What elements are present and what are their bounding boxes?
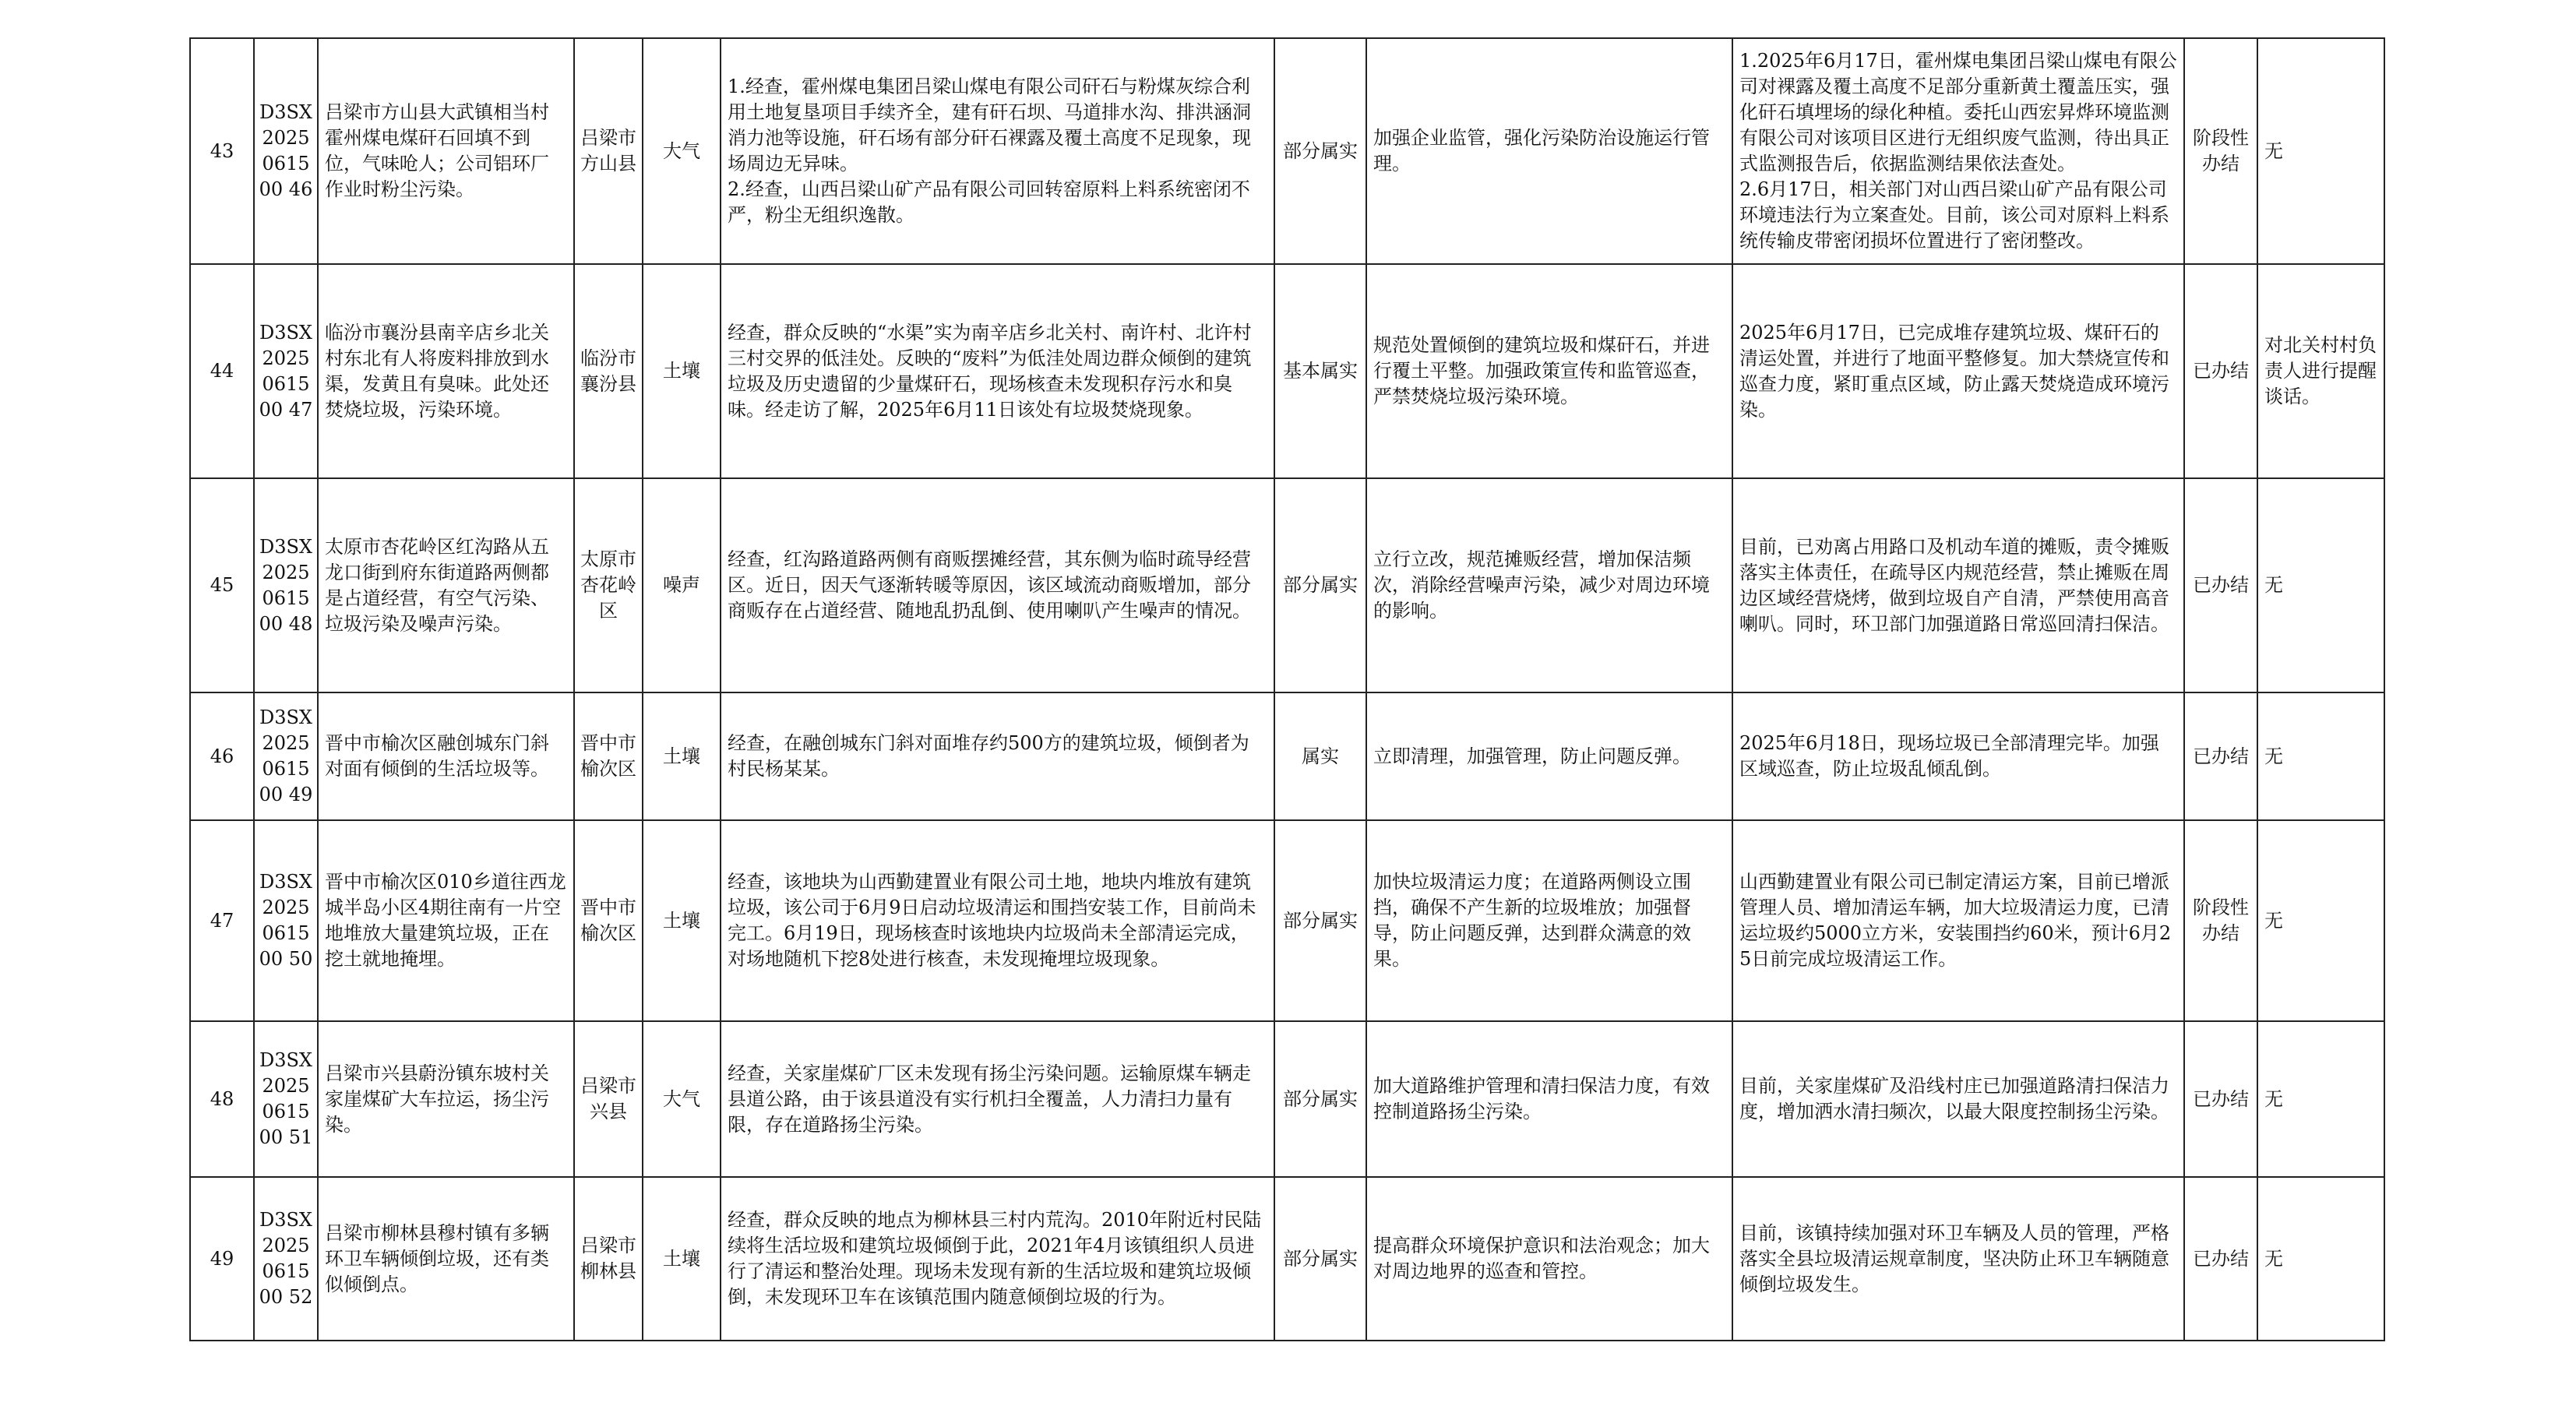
- table-row: [190, 820, 2384, 1021]
- pollution-type: 大气: [643, 38, 721, 264]
- complaint-content: 吕梁市方山县大武镇相当村霍州煤电煤矸石回填不到位，气味呛人；公司铝环厂作业时粉尘污染。: [318, 38, 574, 264]
- row-number: 46: [190, 692, 254, 820]
- completion-status: 已办结: [2184, 264, 2257, 478]
- complaint-content: 晋中市榆次区融创城东门斜对面有倾倒的生活垃圾等。: [318, 692, 574, 820]
- handling-measures: 提高群众环境保护意识和法治观念；加大对周边地界的巡查和管控。: [1366, 1177, 1732, 1341]
- table-row: [190, 264, 2384, 478]
- rectification-progress: 1.2025年6月17日，霍州煤电集团吕梁山煤电有限公司对裸露及覆土高度不足部分重新黄土覆盖压实，强化矸石填埋场的绿化种植。委托山西宏昇烨环境监测有限公司对该项目区进行无组织废气监测，待出具正式监测报告后，依据监测结果依法查处。 2.6月17日，相关部门对山西吕梁山矿产品有限公司环境违法行为立案查处。目前，该公司对原料上料系统传输皮带密闭损坏位置进行了密闭整改。: [1732, 38, 2184, 264]
- completion-status: 已办结: [2184, 1021, 2257, 1177]
- accountability-result: 无: [2257, 820, 2384, 1021]
- investigation-finding: 经查，在融创城东门斜对面堆存约500方的建筑垃圾，倾倒者为村民杨某某。: [721, 692, 1274, 820]
- accountability-result: 对北关村村负责人进行提醒谈话。: [2257, 264, 2384, 478]
- accountability-result: 无: [2257, 1021, 2384, 1177]
- administrative-region: 晋中市榆次区: [574, 820, 643, 1021]
- verification-result: 部分属实: [1274, 1021, 1366, 1177]
- complaint-code: D3SX2025061500 48: [254, 478, 318, 692]
- handling-measures: 规范处置倾倒的建筑垃圾和煤矸石，并进行覆土平整。加强政策宣传和监管巡查，严禁焚烧垃圾污染环境。: [1366, 264, 1732, 478]
- pollution-type: 大气: [643, 1021, 721, 1177]
- handling-measures: 加大道路维护管理和清扫保洁力度，有效控制道路扬尘污染。: [1366, 1021, 1732, 1177]
- complaint-code: D3SX2025061500 50: [254, 820, 318, 1021]
- table-row: [190, 38, 2384, 264]
- verification-result: 属实: [1274, 692, 1366, 820]
- pollution-type: 土壤: [643, 264, 721, 478]
- pollution-type: 土壤: [643, 820, 721, 1021]
- verification-result: 部分属实: [1274, 478, 1366, 692]
- investigation-finding: 经查，群众反映的地点为柳林县三村内荒沟。2010年附近村民陆续将生活垃圾和建筑垃圾倾倒于此，2021年4月该镇组织人员进行了清运和整治处理。现场未发现有新的生活垃圾和建筑垃圾倾倒，未发现环卫车在该镇范围内随意倾倒垃圾的行为。: [721, 1177, 1274, 1341]
- completion-status: 阶段性办结: [2184, 820, 2257, 1021]
- accountability-result: 无: [2257, 478, 2384, 692]
- complaint-code: D3SX2025061500 51: [254, 1021, 318, 1177]
- handling-measures: 加强企业监管，强化污染防治设施运行管理。: [1366, 38, 1732, 264]
- rectification-progress: 目前，该镇持续加强对环卫车辆及人员的管理，严格落实全县垃圾清运规章制度，坚决防止环卫车辆随意倾倒垃圾发生。: [1732, 1177, 2184, 1341]
- complaint-content: 晋中市榆次区010乡道往西龙城半岛小区4期往南有一片空地堆放大量建筑垃圾，正在挖土就地掩埋。: [318, 820, 574, 1021]
- administrative-region: 吕梁市兴县: [574, 1021, 643, 1177]
- administrative-region: 吕梁市方山县: [574, 38, 643, 264]
- pollution-type: 噪声: [643, 478, 721, 692]
- row-number: 49: [190, 1177, 254, 1341]
- accountability-result: 无: [2257, 1177, 2384, 1341]
- complaint-code: D3SX2025061500 47: [254, 264, 318, 478]
- verification-result: 部分属实: [1274, 820, 1366, 1021]
- row-number: 48: [190, 1021, 254, 1177]
- administrative-region: 晋中市榆次区: [574, 692, 643, 820]
- completion-status: 已办结: [2184, 692, 2257, 820]
- table-row: [190, 1021, 2384, 1177]
- row-number: 45: [190, 478, 254, 692]
- investigation-finding: 经查，关家崖煤矿厂区未发现有扬尘污染问题。运输原煤车辆走县道公路，由于该县道没有实行机扫全覆盖，人力清扫力量有限，存在道路扬尘污染。: [721, 1021, 1274, 1177]
- complaint-content: 太原市杏花岭区红沟路从五龙口街到府东街道路两侧都是占道经营，有空气污染、垃圾污染及噪声污染。: [318, 478, 574, 692]
- administrative-region: 临汾市襄汾县: [574, 264, 643, 478]
- rectification-progress: 山西勤建置业有限公司已制定清运方案，目前已增派管理人员、增加清运车辆，加大垃圾清运力度，已清运垃圾约5000立方米，安装围挡约60米，预计6月25日前完成垃圾清运工作。: [1732, 820, 2184, 1021]
- complaint-code: D3SX2025061500 49: [254, 692, 318, 820]
- investigation-finding: 经查，该地块为山西勤建置业有限公司土地，地块内堆放有建筑垃圾，该公司于6月9日启动垃圾清运和围挡安装工作，目前尚未完工。6月19日，现场核查时该地块内垃圾尚未全部清运完成，对场地随机下挖8处进行核查，未发现掩埋垃圾现象。: [721, 820, 1274, 1021]
- rectification-progress: 2025年6月17日，已完成堆存建筑垃圾、煤矸石的清运处置，并进行了地面平整修复。加大禁烧宣传和巡查力度，紧盯重点区域，防止露天焚烧造成环境污染。: [1732, 264, 2184, 478]
- complaint-table: [189, 37, 2385, 1341]
- table-row: [190, 692, 2384, 820]
- row-number: 43: [190, 38, 254, 264]
- table-row: [190, 478, 2384, 692]
- handling-measures: 立行立改，规范摊贩经营，增加保洁频次，消除经营噪声污染，减少对周边环境的影响。: [1366, 478, 1732, 692]
- complaint-code: D3SX2025061500 52: [254, 1177, 318, 1341]
- rectification-progress: 目前，已劝离占用路口及机动车道的摊贩，责令摊贩落实主体责任，在疏导区内规范经营，禁止摊贩在周边区域经营烧烤，做到垃圾自产自清，严禁使用高音喇叭。同时，环卫部门加强道路日常巡回清扫保洁。: [1732, 478, 2184, 692]
- investigation-finding: 经查，群众反映的“水渠”实为南辛店乡北关村、南许村、北许村三村交界的低洼处。反映的“废料”为低洼处周边群众倾倒的建筑垃圾及历史遗留的少量煤矸石，现场核查未发现积存污水和臭味。经走访了解，2025年6月11日该处有垃圾焚烧现象。: [721, 264, 1274, 478]
- complaint-content: 吕梁市柳林县穆村镇有多辆环卫车辆倾倒垃圾，还有类似倾倒点。: [318, 1177, 574, 1341]
- table-row: [190, 1177, 2384, 1341]
- handling-measures: 加快垃圾清运力度；在道路两侧设立围挡，确保不产生新的垃圾堆放；加强督导，防止问题反弹，达到群众满意的效果。: [1366, 820, 1732, 1021]
- complaint-content: 临汾市襄汾县南辛店乡北关村东北有人将废料排放到水渠，发黄且有臭味。此处还焚烧垃圾，污染环境。: [318, 264, 574, 478]
- administrative-region: 吕梁市柳林县: [574, 1177, 643, 1341]
- rectification-progress: 2025年6月18日，现场垃圾已全部清理完毕。加强区域巡查，防止垃圾乱倾乱倒。: [1732, 692, 2184, 820]
- investigation-finding: 1.经查，霍州煤电集团吕梁山煤电有限公司矸石与粉煤灰综合利用土地复垦项目手续齐全，建有矸石坝、马道排水沟、排洪涵洞消力池等设施，矸石场有部分矸石裸露及覆土高度不足现象，现场周边无异味。 2.经查，山西吕梁山矿产品有限公司回转窑原料上料系统密闭不严，粉尘无组织逸散。: [721, 38, 1274, 264]
- completion-status: 阶段性办结: [2184, 38, 2257, 264]
- verification-result: 部分属实: [1274, 38, 1366, 264]
- verification-result: 部分属实: [1274, 1177, 1366, 1341]
- pollution-type: 土壤: [643, 1177, 721, 1341]
- verification-result: 基本属实: [1274, 264, 1366, 478]
- complaint-content: 吕梁市兴县蔚汾镇东坡村关家崖煤矿大车拉运，扬尘污染。: [318, 1021, 574, 1177]
- completion-status: 已办结: [2184, 1177, 2257, 1341]
- completion-status: 已办结: [2184, 478, 2257, 692]
- investigation-finding: 经查，红沟路道路两侧有商贩摆摊经营，其东侧为临时疏导经营区。近日，因天气逐渐转暖等原因，该区域流动商贩增加，部分商贩存在占道经营、随地乱扔乱倒、使用喇叭产生噪声的情况。: [721, 478, 1274, 692]
- table-body: [190, 38, 2384, 1341]
- accountability-result: 无: [2257, 38, 2384, 264]
- administrative-region: 太原市杏花岭区: [574, 478, 643, 692]
- accountability-result: 无: [2257, 692, 2384, 820]
- rectification-progress: 目前，关家崖煤矿及沿线村庄已加强道路清扫保洁力度，增加洒水清扫频次，以最大限度控制扬尘污染。: [1732, 1021, 2184, 1177]
- complaint-code: D3SX2025061500 46: [254, 38, 318, 264]
- row-number: 44: [190, 264, 254, 478]
- pollution-type: 土壤: [643, 692, 721, 820]
- handling-measures: 立即清理，加强管理，防止问题反弹。: [1366, 692, 1732, 820]
- row-number: 47: [190, 820, 254, 1021]
